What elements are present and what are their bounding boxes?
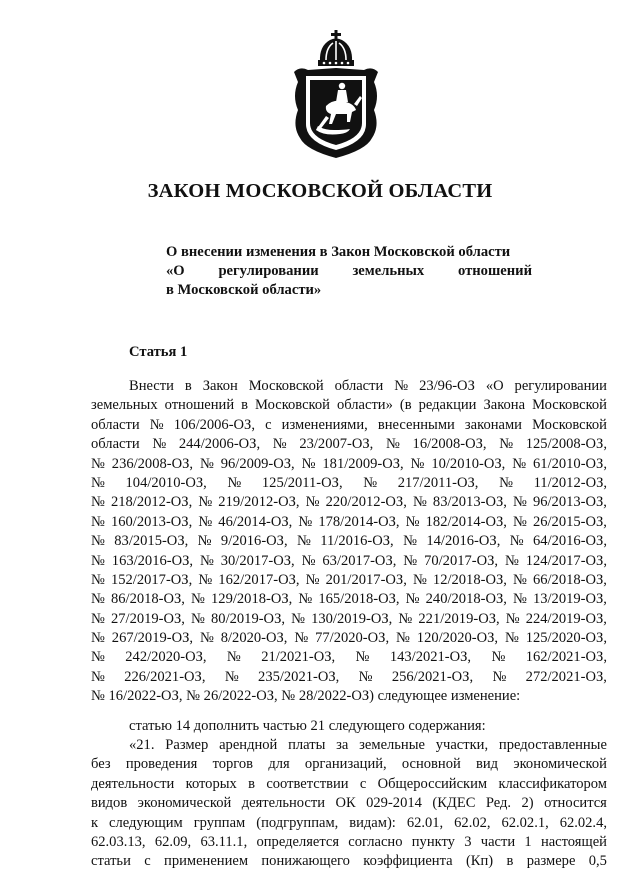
word: (подгруппам, — [256, 814, 339, 831]
word: 46/2014-ОЗ, — [218, 513, 293, 530]
word: (в — [399, 397, 412, 414]
word: с — [265, 416, 272, 433]
word: № — [396, 630, 410, 647]
word: № — [91, 610, 105, 627]
word: настоящей — [540, 833, 607, 850]
word: 242/2020-ОЗ, — [125, 649, 207, 666]
word: «О — [485, 378, 504, 394]
word: 64/2016-ОЗ, — [533, 533, 607, 550]
word: за — [336, 737, 349, 754]
word: № — [91, 630, 105, 647]
document-subtitle — [166, 243, 532, 300]
word: № — [363, 474, 378, 491]
word: 125/2020-ОЗ, — [525, 630, 607, 647]
text-line — [91, 416, 607, 435]
text-line — [91, 532, 607, 551]
text-line — [91, 833, 607, 852]
word: № — [91, 649, 105, 666]
word: № — [492, 668, 507, 685]
word: № — [403, 533, 417, 550]
word: статью — [129, 717, 172, 734]
word: размере — [526, 853, 576, 870]
word: 16/2022-ОЗ, — [108, 688, 183, 705]
word: 63.11.1, — [200, 833, 248, 850]
word: № — [298, 513, 313, 530]
text-line — [91, 852, 607, 871]
word: (КДЕС — [432, 795, 476, 812]
word: изменение: — [450, 688, 521, 705]
text-line — [91, 571, 607, 590]
word: 181/2009-ОЗ, — [322, 455, 404, 472]
word: № — [198, 494, 213, 511]
word: № — [301, 455, 316, 472]
word: части — [480, 833, 516, 850]
word: классификатором — [498, 775, 607, 792]
word: проведения — [125, 756, 198, 773]
word: 80/2019-ОЗ, — [211, 610, 285, 627]
word: № — [512, 591, 527, 608]
word: пункту — [411, 833, 455, 850]
word: № — [294, 630, 309, 647]
word: в — [506, 853, 514, 870]
article-body — [91, 377, 607, 872]
word: 106/2006-ОЗ, — [173, 416, 255, 433]
word: определяется — [256, 833, 340, 850]
word: 28/2022-ОЗ) — [298, 688, 374, 705]
word: деятельности — [91, 775, 175, 792]
word: 125/2008-ОЗ, — [525, 436, 607, 453]
text-line — [91, 755, 607, 774]
word: № — [199, 552, 214, 569]
word: следующим — [109, 814, 183, 831]
word: 86/2018-ОЗ, — [110, 591, 185, 608]
word: дополнить — [193, 717, 260, 734]
word: № — [505, 610, 520, 627]
word: № — [512, 513, 527, 530]
word: Московской — [532, 416, 607, 433]
word: 224/2019-ОЗ, — [525, 610, 607, 627]
word: 2) — [521, 795, 534, 812]
word: законами — [464, 416, 522, 433]
text-line — [91, 610, 607, 629]
word: 66/2018-ОЗ, — [532, 571, 607, 588]
word: редакции — [418, 397, 477, 414]
text-line — [91, 687, 607, 706]
word: № — [297, 533, 311, 550]
word: экономической — [513, 756, 607, 773]
text-line — [91, 814, 607, 833]
word: № — [226, 649, 241, 666]
word: № — [512, 455, 527, 472]
subtitle-line-2: «О регулировании земельных отношений — [166, 263, 532, 279]
word: № — [186, 688, 201, 705]
word: № — [403, 552, 418, 569]
word: 63/2017-ОЗ, — [322, 552, 397, 569]
word: 77/2020-ОЗ, — [315, 630, 390, 647]
word: 12/2018-ОЗ, — [432, 571, 507, 588]
text-line — [91, 736, 607, 755]
word: № — [509, 533, 524, 550]
word: 160/2013-ОЗ, — [110, 513, 193, 530]
moscow-oblast-coat-of-arms-icon — [286, 26, 386, 160]
word: № — [91, 668, 105, 685]
word: Московской — [248, 378, 324, 394]
word: в — [241, 397, 249, 414]
text-line — [91, 775, 607, 794]
word: № — [191, 591, 205, 608]
document-title: ЗАКОН МОСКОВСКОЙ ОБЛАСТИ — [147, 180, 493, 202]
word: № — [197, 533, 212, 550]
word: № — [199, 455, 214, 472]
word: Внести — [129, 378, 174, 394]
word: Московской — [255, 397, 330, 414]
word: внесенными — [377, 416, 455, 433]
subtitle-line-1: О внесении изменения в Закон Московской области — [166, 244, 511, 260]
word: № — [491, 649, 506, 666]
word: № — [152, 436, 167, 453]
word: 217/2011-ОЗ, — [397, 474, 479, 491]
word: Закон — [202, 378, 238, 394]
word: № — [499, 436, 514, 453]
word: № — [291, 610, 305, 627]
word: № — [394, 378, 409, 394]
word: Закона — [483, 397, 526, 414]
text-line — [91, 513, 607, 532]
word: 96/2013-ОЗ, — [532, 494, 607, 511]
word: 62.01, — [406, 814, 444, 831]
word: 218/2012-ОЗ, — [110, 494, 193, 511]
word: № — [504, 630, 519, 647]
word: 244/2006-ОЗ, — [178, 436, 261, 453]
word: частью — [262, 717, 307, 734]
word: 11/2012-ОЗ, — [533, 474, 607, 491]
paragraph-spacer — [91, 707, 607, 717]
word: 14/2016-ОЗ, — [426, 533, 501, 550]
word: 220/2012-ОЗ, — [325, 494, 407, 511]
word: экономической — [137, 795, 232, 812]
text-line — [91, 717, 607, 736]
word: 124/2017-ОЗ, — [525, 552, 607, 569]
word: 62.03.13, — [91, 833, 146, 850]
word: торгов — [212, 756, 254, 773]
word: участки, — [435, 737, 489, 754]
word: 21/2021-ОЗ, — [261, 649, 336, 666]
word: 152/2017-ОЗ, — [110, 571, 193, 588]
text-line — [91, 629, 607, 648]
word: для — [268, 756, 290, 773]
word: № — [512, 571, 527, 588]
word: Размер — [165, 737, 209, 754]
word: № — [199, 630, 214, 647]
word: 0,5 — [588, 853, 607, 870]
word: «21. — [129, 737, 155, 754]
word: № — [198, 513, 213, 530]
word: 9/2016-ОЗ, — [220, 533, 288, 550]
word: № — [355, 649, 370, 666]
word: 182/2014-ОЗ, — [425, 513, 507, 530]
word: № — [298, 591, 313, 608]
word: регулировании — [514, 378, 607, 394]
word: 162/2021-ОЗ, — [525, 649, 607, 666]
word: 14 — [175, 717, 191, 734]
word: деятельности — [241, 795, 325, 812]
word: понижающего — [261, 853, 350, 870]
word: 165/2018-ОЗ, — [318, 591, 400, 608]
word: 256/2021-ОЗ, — [391, 668, 474, 685]
word: 143/2021-ОЗ, — [389, 649, 472, 666]
word: Общероссийским — [377, 775, 488, 792]
word: № — [281, 688, 296, 705]
word: № — [91, 474, 105, 491]
word: № — [91, 688, 105, 705]
word: 104/2010-ОЗ, — [125, 474, 207, 491]
text-line — [91, 794, 607, 813]
word: 62.02, — [454, 814, 491, 831]
word: 26/2022-ОЗ, — [203, 688, 278, 705]
word: видам): — [349, 814, 396, 831]
word: № — [385, 436, 400, 453]
word: 267/2019-ОЗ, — [111, 630, 194, 647]
word: 10/2010-ОЗ, — [431, 455, 506, 472]
text-line — [91, 377, 607, 396]
word: 13/2019-ОЗ, — [532, 591, 607, 608]
word: платы — [288, 737, 326, 754]
word: № — [499, 474, 513, 491]
word: организаций, — [304, 756, 387, 773]
word: № — [405, 513, 420, 530]
word: № — [91, 533, 105, 550]
word: 129/2018-ОЗ, — [211, 591, 293, 608]
text-line — [91, 493, 607, 512]
word: 235/2021-ОЗ, — [258, 668, 340, 685]
paragraph-paragraph1 — [91, 377, 607, 707]
word: 1 — [524, 833, 532, 850]
word: № — [191, 610, 205, 627]
word: 226/2021-ОЗ, — [124, 668, 206, 685]
word: № — [398, 610, 413, 627]
word: 23/2007-ОЗ, — [299, 436, 374, 453]
word: 27/2019-ОЗ, — [110, 610, 185, 627]
word: № — [198, 571, 213, 588]
word: 236/2008-ОЗ, — [111, 455, 194, 472]
text-line — [91, 552, 607, 571]
word: № — [410, 455, 425, 472]
word: 83/2013-ОЗ, — [432, 494, 507, 511]
word: 219/2012-ОЗ, — [218, 494, 300, 511]
word: земельные — [359, 737, 425, 754]
word: Московской — [532, 397, 607, 414]
word: № — [512, 494, 527, 511]
word: которых — [185, 775, 237, 792]
word: 23/96-ОЗ — [419, 378, 475, 394]
word: № — [91, 552, 105, 569]
word: изменениями, — [281, 416, 368, 433]
word: № — [91, 455, 105, 472]
word: ОК — [335, 795, 356, 812]
word: № — [405, 591, 420, 608]
word: 11/2016-ОЗ, — [320, 533, 394, 550]
word: отношений — [164, 397, 235, 414]
word: содержания: — [408, 717, 486, 734]
word: 30/2017-ОЗ, — [220, 552, 295, 569]
word: с — [144, 853, 151, 870]
text-line — [91, 668, 607, 687]
word: 62.02.1, — [501, 814, 549, 831]
crown-icon — [318, 30, 354, 66]
word: без — [91, 756, 111, 773]
word: 16/2008-ОЗ, — [412, 436, 487, 453]
word: № — [149, 416, 164, 433]
word: 201/2017-ОЗ, — [325, 571, 407, 588]
word: земельных — [91, 397, 158, 414]
text-line — [91, 435, 607, 454]
word: области» — [336, 397, 393, 414]
word: № — [91, 513, 105, 530]
word: 83/2015-ОЗ, — [114, 533, 189, 550]
word: 21 — [310, 717, 326, 734]
word: к — [91, 814, 99, 831]
word: области — [91, 436, 140, 453]
word: коэффициента — [363, 853, 453, 870]
word: 62.09, — [154, 833, 192, 850]
word: соответствии — [266, 775, 349, 792]
word: в — [248, 775, 255, 792]
word: 221/2019-ОЗ, — [418, 610, 500, 627]
word: 272/2021-ОЗ, — [525, 668, 607, 685]
word: арендной — [219, 737, 278, 754]
word: области — [334, 378, 384, 394]
word: № — [301, 552, 316, 569]
paragraph-paragraph3 — [91, 736, 607, 872]
word: № — [412, 571, 427, 588]
word: 162/2017-ОЗ, — [218, 571, 300, 588]
word: № — [504, 552, 519, 569]
word: № — [305, 571, 320, 588]
word: 26/2015-ОЗ, — [532, 513, 607, 530]
word: № — [91, 494, 105, 511]
word: 3 — [464, 833, 472, 850]
word: относится — [544, 795, 607, 812]
word: Ред. — [485, 795, 512, 812]
word: следующее — [377, 688, 448, 705]
word: согласно — [348, 833, 403, 850]
word: № — [224, 668, 239, 685]
word: в — [184, 378, 192, 394]
word: 70/2017-ОЗ, — [424, 552, 499, 569]
word: 8/2020-ОЗ, — [220, 630, 288, 647]
word: 163/2016-ОЗ, — [111, 552, 194, 569]
word: № — [305, 494, 320, 511]
word: № — [272, 436, 287, 453]
text-line — [91, 648, 607, 667]
word: основной — [401, 756, 461, 773]
subtitle-line-3: в Московской области» — [166, 282, 322, 298]
word: 125/2011-ОЗ, — [261, 474, 343, 491]
word: № — [412, 494, 427, 511]
paragraph-paragraph2 — [91, 717, 607, 736]
article-heading: Статья 1 — [129, 344, 188, 360]
word: № — [91, 571, 105, 588]
word: № — [358, 668, 373, 685]
text-line — [91, 455, 607, 474]
text-line — [91, 396, 607, 415]
word: 62.02.4, — [559, 814, 607, 831]
word: видов — [91, 795, 128, 812]
word: 130/2019-ОЗ, — [311, 610, 393, 627]
text-line — [91, 590, 607, 609]
word: № — [91, 591, 105, 608]
word: группам — [193, 814, 246, 831]
word: области — [91, 416, 140, 433]
word: 96/2009-ОЗ, — [220, 455, 295, 472]
word: с — [359, 775, 367, 792]
word: 029-2014 — [366, 795, 422, 812]
word: 61/2010-ОЗ, — [533, 455, 607, 472]
word: 240/2018-ОЗ, — [425, 591, 507, 608]
word: № — [227, 474, 242, 491]
word: предоставленные — [498, 737, 607, 754]
word: следующего — [328, 717, 405, 734]
word: (Кп) — [465, 853, 494, 870]
word: применением — [164, 853, 249, 870]
word: 120/2020-ОЗ, — [416, 630, 499, 647]
word: вид — [476, 756, 499, 773]
text-line — [91, 474, 607, 493]
word: статьи — [91, 853, 131, 870]
word: 178/2014-ОЗ, — [318, 513, 400, 530]
